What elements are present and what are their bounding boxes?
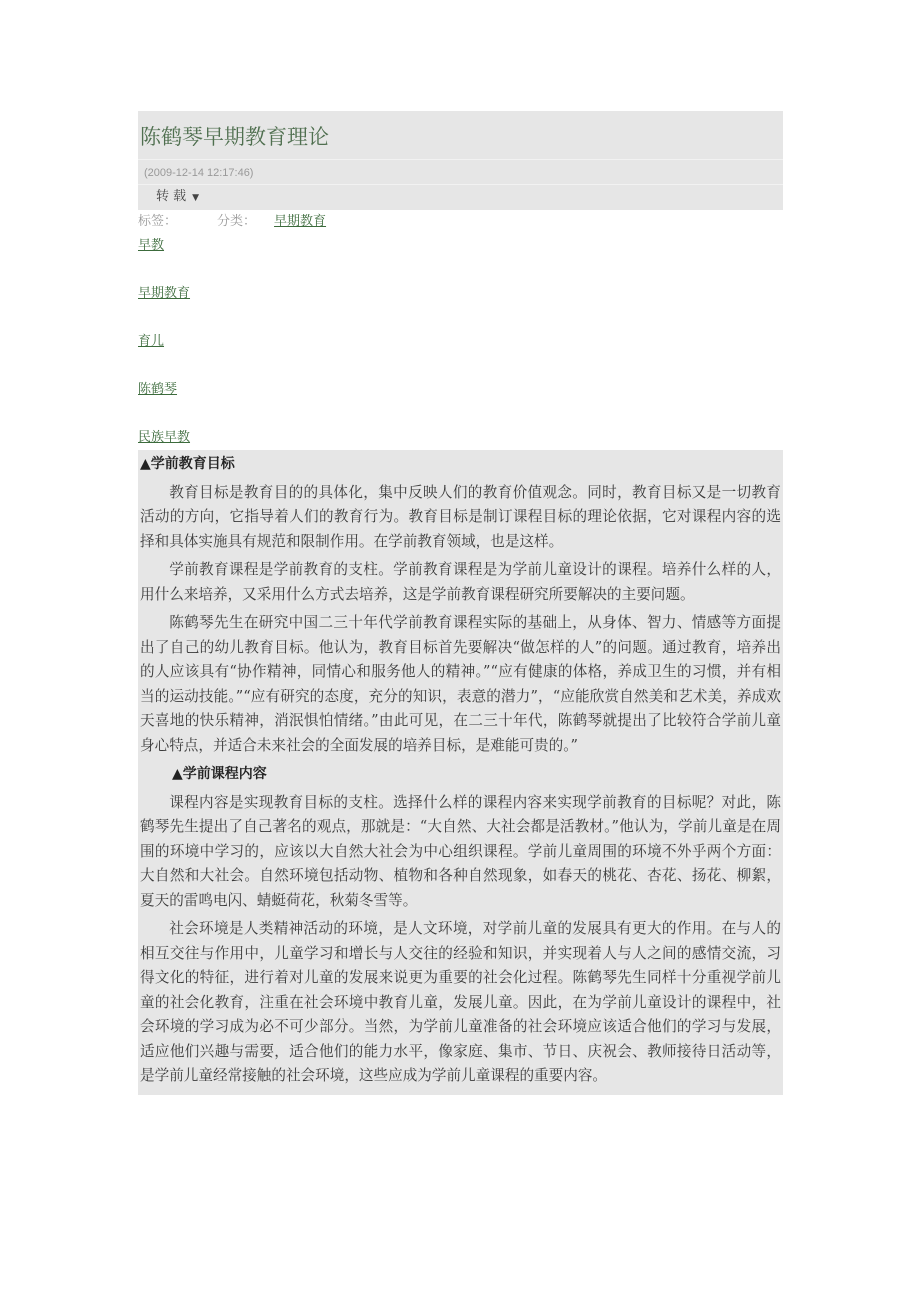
- article-body: [138, 450, 783, 1095]
- paragraph: 陈鹤琴先生在研究中国二三十年代学前教育课程实际的基础上，从身体、智力、情感等方面提出了自己的幼儿教育目标。他认为，教育目标首先要解决“做怎样的人”的问题。通过教育，培养出的人应该具有“协作精神，同情心和服务他人的精神。”“应有健康的体格，养成卫生的习惯，并有相当的运动技能。”“应有研究的态度，充分的知识，表意的潜力”，“应能欣赏自然美和艺术美，养成欢天喜地的快乐精神，消泯惧怕情绪。”由此可见，在二三十年代，陈鹤琴就提出了比较符合学前儿童身心特点，并适合未来社会的全面发展的培养目标，是难能可贵的。”: [140, 614, 782, 754]
- tag-item: [138, 330, 783, 378]
- dropdown-arrow-icon: ▼: [192, 193, 200, 203]
- repost-label: 转 载: [156, 189, 187, 204]
- tag-item: [138, 378, 783, 426]
- category-link[interactable]: 早期教育: [274, 214, 327, 229]
- tag-link[interactable]: 早教: [138, 238, 165, 253]
- tag-category-line: [138, 210, 783, 234]
- tag-item: [138, 426, 783, 450]
- tag-link[interactable]: 陈鹤琴: [138, 382, 178, 397]
- tag-link[interactable]: 民族早教: [138, 430, 191, 445]
- paragraph: 教育目标是教育目的的具体化，集中反映人们的教育价值观念。同时，教育目标又是一切教育活动的方向，它指导着人们的教育行为。教育目标是制订课程目标的理论依据，它对课程内容的选择和具体实施具有规范和限制作用。在学前教育领域，也是这样。: [140, 483, 781, 550]
- tag-link[interactable]: 早期教育: [138, 286, 191, 301]
- section-heading-content: ▲学前课程内容: [172, 766, 267, 782]
- article-date: (2009-12-14 12:17:46): [138, 160, 783, 185]
- tags-label: 标签：: [138, 214, 178, 229]
- tag-link[interactable]: 育儿: [138, 334, 165, 349]
- article-container: [138, 111, 783, 1095]
- paragraph: 课程内容是实现教育目标的支柱。选择什么样的课程内容来实现学前教育的目标呢？对此，陈鹤琴先生提出了自己著名的观点，那就是：“大自然、大社会都是活教材。”他认为，学前儿童是在周围的环境中学习的，应该以大自然大社会为中心组织课程。学前儿童周围的环境不外乎两个方面：大自然和大社会。自然环境包括动物、植物和各种自然现象，如春天的桃花、杏花、扬花、柳絮，夏天的雷鸣电闪、蜻蜓荷花，秋菊冬雪等。: [140, 793, 781, 909]
- section-heading-goals: ▲学前教育目标: [140, 456, 235, 472]
- article-header: [138, 111, 783, 210]
- article-title: 陈鹤琴早期教育理论: [138, 111, 783, 160]
- paragraph: 社会环境是人类精神活动的环境，是人文环境，对学前儿童的发展具有更大的作用。在与人的相互交往与作用中，儿童学习和增长与人交往的经验和知识，并实现着人与人之间的感情交流，习得文化的特征，进行着对儿童的发展来说更为重要的社会化过程。陈鹤琴先生同样十分重视学前儿童的社会化教育，注重在社会环境中教育儿童，发展儿童。因此，在为学前儿童设计的课程中，社会环境的学习成为必不可少部分。当然，为学前儿童准备的社会环境应该适合他们的学习与发展，适应他们兴趣与需要，适合他们的能力水平，像家庭、集市、节日、庆祝会、教师接待日活动等，是学前儿童经常接触的社会环境，这些应成为学前儿童课程的重要内容。: [140, 920, 781, 1084]
- tag-item: [138, 282, 783, 330]
- tag-item: [138, 234, 783, 282]
- paragraph: 学前教育课程是学前教育的支柱。学前教育课程是为学前儿童设计的课程。培养什么样的人，用什么来培养，又采用什么方式去培养，这是学前教育课程研究所要解决的主要问题。: [140, 561, 781, 603]
- repost-button[interactable]: [138, 185, 783, 210]
- category-label: 分类：: [217, 214, 257, 229]
